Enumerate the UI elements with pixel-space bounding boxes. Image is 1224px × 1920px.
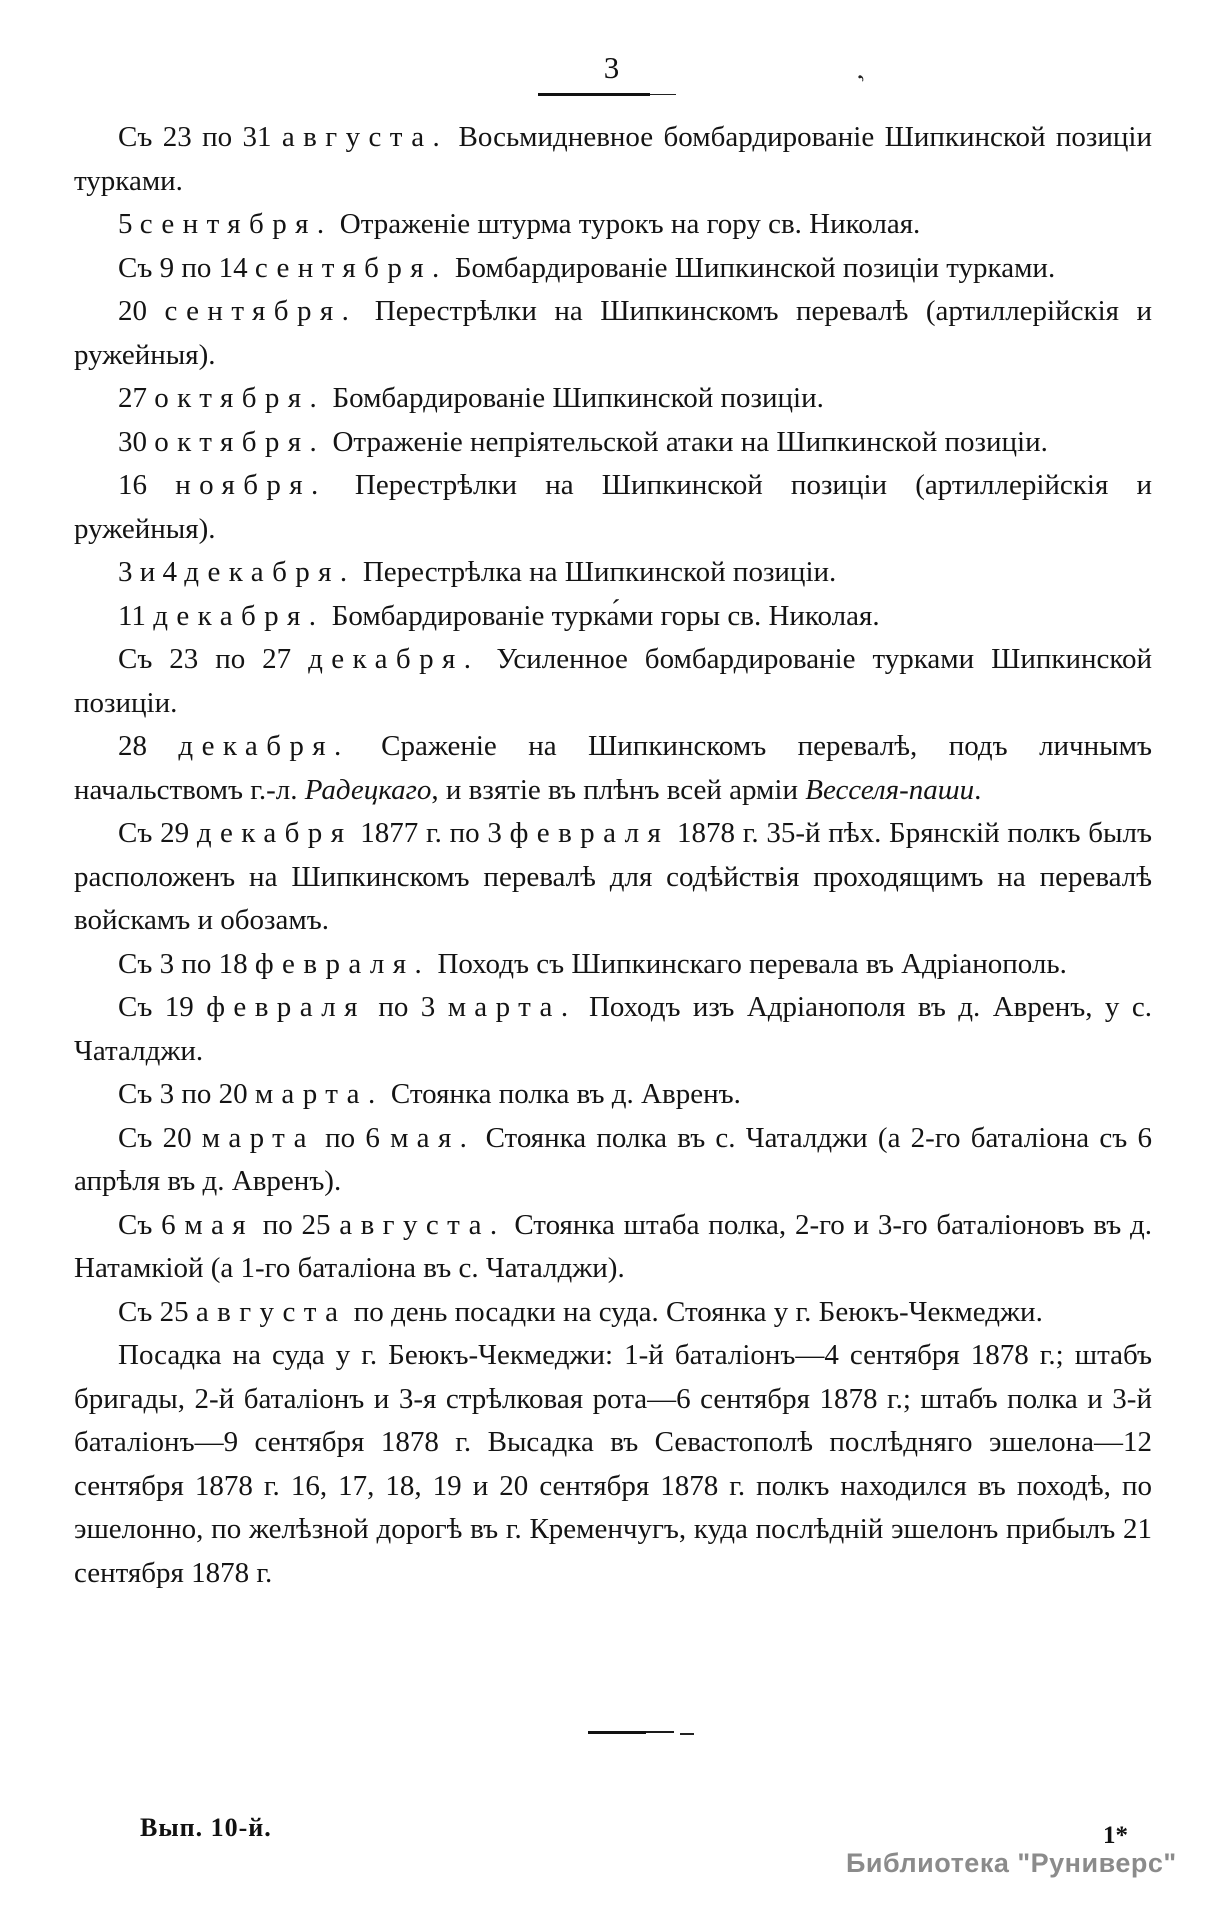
- text-segment: 1878 г. 35-й пѣх. Брянскій полкъ былъ расположенъ на Шипкинскомъ перевалѣ для содѣйствія проходящимъ на перевалѣ войскамъ и обозамъ.: [74, 817, 1152, 936]
- chronicle-text-block: [74, 116, 1152, 1595]
- text-segment: по 25: [253, 1208, 340, 1241]
- text-segment: Отраженіе непріятельской атаки на Шипкинской позиціи.: [325, 425, 1048, 458]
- text-segment: , и взятіе въ плѣнъ всей арміи: [431, 773, 806, 806]
- text-segment: Сраженіе на Шипкинскомъ перевалѣ, подъ личнымъ начальствомъ г.-л.: [74, 730, 1152, 806]
- issue-label: Вып. 10-й.: [140, 1813, 272, 1842]
- date-emphasis: сентября.: [164, 295, 358, 327]
- date-emphasis: мая.: [390, 1121, 476, 1154]
- date-emphasis: февраля: [509, 817, 670, 849]
- date-emphasis: марта.: [254, 1078, 384, 1110]
- date-emphasis: октября.: [154, 382, 326, 414]
- text-segment: Съ 29: [118, 817, 197, 849]
- date-emphasis: ноября.: [175, 469, 327, 501]
- proper-name-italic: Радецкаго: [304, 773, 432, 806]
- header-rule: [538, 93, 650, 96]
- text-segment: Съ 20: [118, 1121, 202, 1154]
- text-segment: Стоянка полка въ с. Чаталджи (а 2-го баталіона съ 6 апрѣля въ д. Авренъ).: [74, 1121, 1152, 1197]
- text-segment: 20: [118, 295, 165, 327]
- paragraph: [74, 421, 1152, 465]
- date-emphasis: сентября.: [139, 208, 333, 240]
- date-emphasis: октября.: [154, 425, 326, 458]
- date-emphasis: декабря.: [153, 599, 325, 632]
- text-segment: по день посадки на суда. Стоянка у г. Беюкъ-Чекмеджи.: [346, 1295, 1043, 1328]
- text-segment: 28: [118, 730, 179, 762]
- text-segment: Съ 3 по 18: [118, 947, 255, 980]
- text-segment: Съ 25: [118, 1295, 196, 1328]
- text-segment: по 3: [365, 991, 448, 1023]
- text-segment: 27: [118, 382, 155, 414]
- date-emphasis: февраля.: [254, 947, 431, 980]
- date-emphasis: сентября.: [254, 251, 448, 284]
- date-emphasis: августа.: [339, 1208, 506, 1241]
- page-number: 3: [603, 50, 621, 85]
- library-watermark: Библиотека "Руниверс": [846, 1848, 1177, 1878]
- date-emphasis: марта: [201, 1121, 315, 1154]
- text-segment: Съ 19: [118, 991, 207, 1023]
- text-segment: 3 и 4: [118, 556, 185, 588]
- text-segment: Перестрѣлка на Шипкинской позиціи.: [355, 556, 837, 588]
- text-segment: Съ 23 по 31: [118, 121, 282, 153]
- paragraph: [74, 116, 1152, 203]
- text-segment: Съ 9 по 14: [118, 251, 255, 284]
- text-segment: Походъ изъ Адріанополя въ д. Авренъ, у с. Чаталджи.: [74, 991, 1152, 1067]
- text-segment: Посадка на суда у г. Беюкъ-Чекмеджи: 1-й баталіонъ—4 сентября 1878 г.; штабъ бригады, 2-й баталіонъ и 3-я стрѣлковая рота—6 сентября 1878 г.; штабъ полка и 3-й баталіонъ—9 сентября 1878 г. Высадка въ Севастополѣ послѣдняго эшелона—12 сентября 1878 г. 16, 17, 18, 19 и 20 сентября 1878 г. полкъ находился въ походѣ, по эшелонно, по желѣзной дорогѣ въ г. Кременчугъ, куда послѣдній эшелонъ прибылъ 21 сентября 1878 г.: [74, 1339, 1152, 1589]
- date-emphasis: декабря.: [178, 730, 350, 762]
- paragraph: [74, 638, 1152, 725]
- paragraph: [74, 1073, 1152, 1117]
- paragraph: [74, 943, 1152, 987]
- signature-mark: 1*: [1103, 1822, 1128, 1849]
- paragraph: [74, 725, 1152, 812]
- date-emphasis: марта.: [447, 991, 577, 1023]
- paragraph: [74, 986, 1152, 1073]
- date-emphasis: августа.: [281, 121, 449, 153]
- text-segment: Перестрѣлки на Шипкинскомъ перевалѣ (артиллерійскія и ружейныя).: [74, 295, 1152, 371]
- text-segment: Съ 6: [118, 1208, 185, 1241]
- text-segment: Съ 3 по 20: [118, 1078, 255, 1110]
- paragraph: [74, 1291, 1152, 1335]
- text-segment: Перестрѣлки на Шипкинской позиціи (артиллерійскія и ружейныя).: [74, 469, 1152, 545]
- date-emphasis: декабря.: [184, 556, 356, 588]
- paragraph: [74, 290, 1152, 377]
- proper-name-italic: Весселя-паши: [805, 773, 975, 806]
- paragraph: [74, 1334, 1152, 1595]
- text-segment: 5: [118, 208, 140, 240]
- text-segment: 11: [118, 599, 154, 632]
- text-segment: Отраженіе штурма турокъ на гору св. Николая.: [332, 208, 921, 240]
- paragraph: [74, 377, 1152, 421]
- date-emphasis: февраля: [206, 991, 366, 1023]
- paragraph: [74, 247, 1152, 291]
- paragraph: [74, 595, 1152, 639]
- text-segment: 16: [118, 469, 176, 501]
- date-emphasis: августа: [195, 1295, 347, 1328]
- text-segment: по 6: [314, 1121, 391, 1154]
- date-emphasis: декабря.: [308, 643, 480, 675]
- date-emphasis: мая: [184, 1208, 254, 1241]
- paragraph: [74, 203, 1152, 247]
- text-segment: Бомбардированіе турка́ми горы св. Николая.: [324, 599, 880, 632]
- section-divider-rule: [588, 1731, 646, 1734]
- text-segment: Съ 23 по 27: [118, 643, 309, 675]
- page-header: [0, 50, 1224, 96]
- scan-artifact-mark: ‚: [839, 60, 869, 85]
- text-segment: Бомбардированіе Шипкинской позиціи турками.: [447, 251, 1056, 284]
- text-segment: 30: [118, 425, 155, 458]
- text-segment: Стоянка штаба полка, 2-го и 3-го баталіоновъ въ д. Натамкіой (а 1-го баталіона въ с. Чаталджи).: [74, 1208, 1152, 1284]
- paragraph: [74, 464, 1152, 551]
- text-segment: Бомбардированіе Шипкинской позиціи.: [325, 382, 824, 414]
- text-segment: .: [974, 773, 982, 806]
- paragraph: [74, 812, 1152, 943]
- text-segment: Походъ съ Шипкинскаго перевала въ Адріанополь.: [430, 947, 1067, 980]
- date-emphasis: декабря: [196, 817, 353, 849]
- text-segment: Восьмидневное бомбардированіе Шипкинской позиціи турками.: [74, 121, 1152, 197]
- text-segment: Усиленное бомбардированіе турками Шипкинской позиціи.: [74, 643, 1152, 719]
- paragraph: [74, 551, 1152, 595]
- paragraph: [74, 1117, 1152, 1204]
- paragraph: [74, 1204, 1152, 1291]
- text-segment: Стоянка полка въ д. Авренъ.: [383, 1078, 741, 1110]
- text-segment: 1877 г. по 3: [352, 817, 510, 849]
